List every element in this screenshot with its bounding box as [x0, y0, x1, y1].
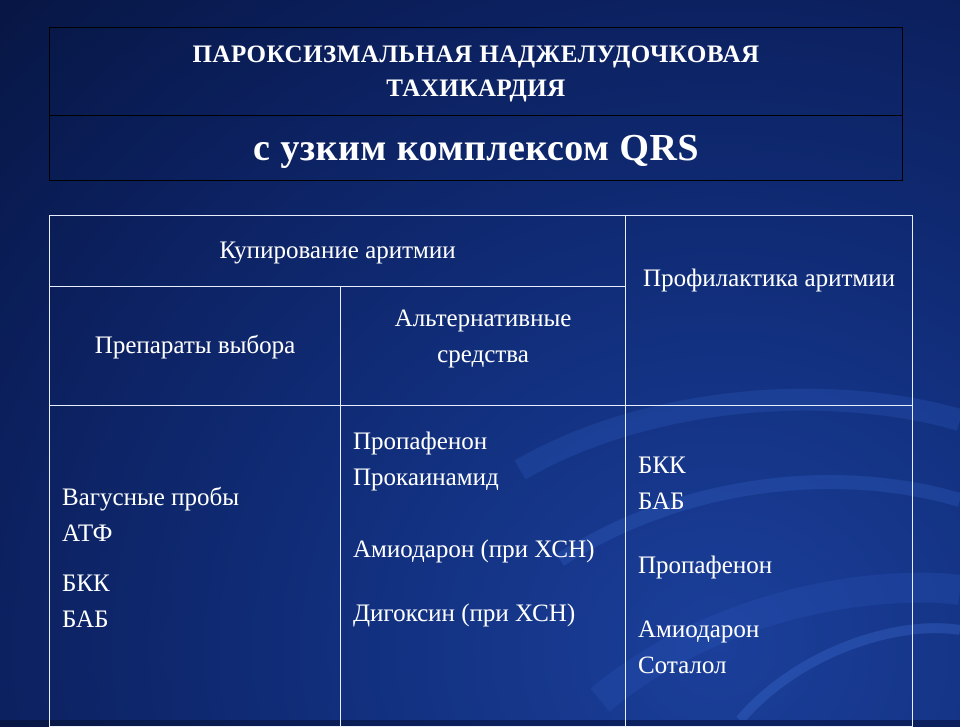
list-item: Пропафенон — [353, 428, 488, 455]
cell-profilaktika — [626, 406, 913, 727]
header-kupirovanie: Купирование аритмии — [50, 216, 626, 287]
treatment-table — [49, 215, 913, 727]
list-item: Прокаинамид — [353, 464, 499, 491]
cell-alternativnye — [341, 406, 626, 727]
list-item: Вагусные пробы — [62, 484, 240, 511]
list-item: АТФ — [62, 520, 113, 547]
title-line1: ПАРОКСИЗМАЛЬНАЯ НАДЖЕЛУДОЧКОВАЯ ТАХИКАРДИЯ — [192, 40, 760, 102]
list-item: БКК — [638, 452, 686, 479]
list-item: Соталол — [638, 652, 727, 679]
title-heading — [50, 28, 902, 116]
list-item: Пропафенон — [638, 552, 773, 579]
list-item: БКК — [62, 570, 110, 597]
title-box — [49, 27, 903, 181]
list-item: БАБ — [638, 488, 685, 515]
header-preparaty-text: Препараты выбора — [94, 332, 296, 359]
list-item: Амиодарон — [638, 616, 760, 643]
header-profilaktika — [626, 216, 913, 406]
list-item: БАБ — [62, 606, 109, 633]
header-alternativnye-text: Альтернативные средства — [394, 305, 572, 368]
list-item: Дигоксин (при ХСН) — [353, 600, 576, 627]
list-item: Амиодарон (при ХСН) — [353, 536, 595, 563]
title-subheading: с узким комплексом QRS — [252, 127, 700, 169]
table-row — [50, 406, 913, 727]
header-alternativnye — [341, 287, 626, 406]
header-preparaty — [50, 287, 341, 406]
cell-preparaty — [50, 406, 341, 727]
table-row — [50, 216, 913, 287]
header-profilaktika-text: Профилактика аритмии — [643, 264, 895, 292]
